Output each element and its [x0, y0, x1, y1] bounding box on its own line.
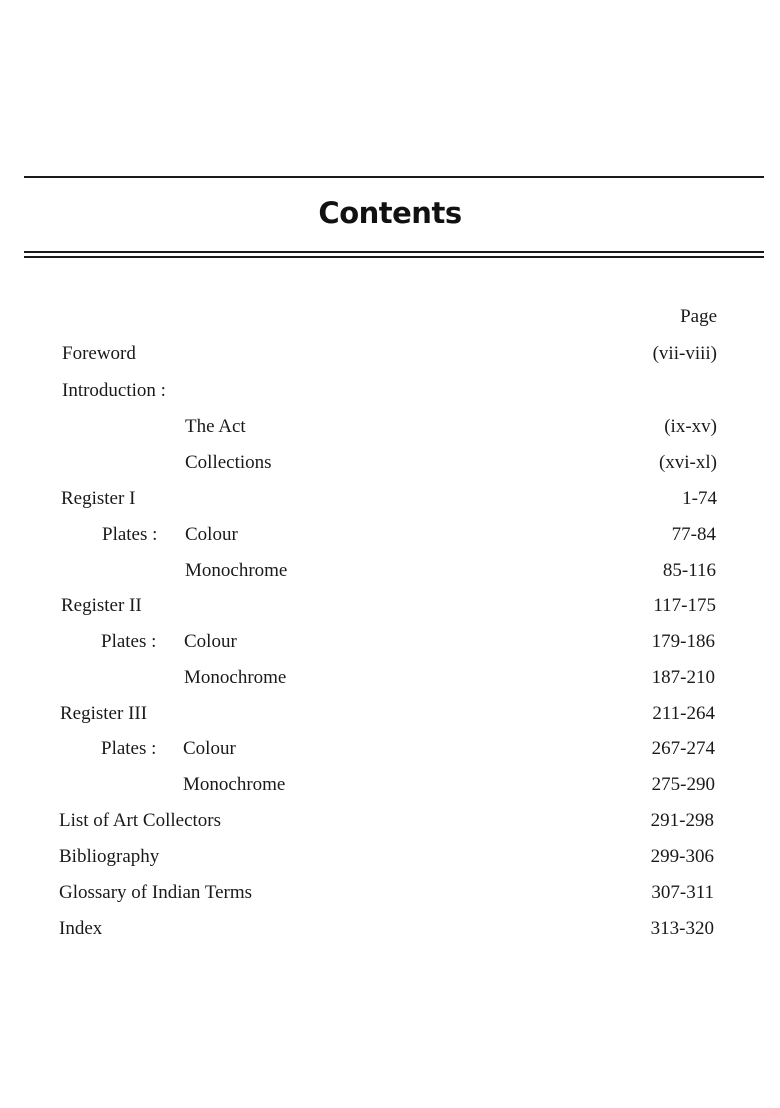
- toc-entry-monochrome-3[interactable]: Monochrome: [183, 774, 286, 795]
- toc-entry-collections[interactable]: Collections: [185, 452, 272, 473]
- toc-page-colour-1: 77-84: [671, 524, 716, 545]
- toc-entry-the-act[interactable]: The Act: [185, 416, 246, 437]
- toc-entry-colour-1[interactable]: Colour: [185, 524, 238, 545]
- toc-entry-monochrome-1[interactable]: Monochrome: [185, 560, 288, 581]
- toc-page-monochrome-3: 275-290: [651, 774, 715, 795]
- toc-entry-glossary[interactable]: Glossary of Indian Terms: [59, 882, 253, 903]
- toc-page-colour-2: 179-186: [651, 631, 715, 652]
- toc-page-register-3: 211-264: [652, 703, 715, 724]
- toc-page-bibliography: 299-306: [650, 846, 714, 867]
- title-double-rule-lower: [24, 256, 764, 258]
- toc-page-colour-3: 267-274: [651, 738, 715, 759]
- toc-entry-list-of-art-collectors[interactable]: List of Art Collectors: [59, 810, 222, 831]
- toc-entry-bibliography[interactable]: Bibliography: [59, 846, 160, 867]
- toc-page-register-2: 117-175: [653, 595, 716, 616]
- toc-page-collections: (xvi-xl): [658, 452, 717, 473]
- toc-page-index: 313-320: [650, 918, 714, 939]
- toc-entry-monochrome-2[interactable]: Monochrome: [184, 667, 287, 688]
- toc-entry-register-2[interactable]: Register II: [61, 595, 142, 616]
- page-column-label: Page: [680, 306, 717, 327]
- toc-plates-prefix-3: Plates :: [101, 738, 157, 759]
- toc-entry-colour-2[interactable]: Colour: [184, 631, 237, 652]
- toc-page-register-1: 1-74: [682, 488, 717, 509]
- toc-entry-foreword[interactable]: Foreword: [62, 343, 136, 364]
- page-title: Contents: [318, 196, 462, 230]
- toc-page-list-of-art-collectors: 291-298: [650, 810, 714, 831]
- toc-page-glossary: 307-311: [651, 882, 714, 903]
- toc-page-monochrome-2: 187-210: [651, 667, 715, 688]
- toc-entry-colour-3[interactable]: Colour: [183, 738, 236, 759]
- toc-page-the-act: (ix-xv): [664, 416, 717, 437]
- title-double-rule-upper: [24, 251, 764, 253]
- toc-entry-index[interactable]: Index: [59, 918, 103, 939]
- toc-page-monochrome-1: 85-116: [662, 560, 716, 581]
- toc-plates-prefix-1: Plates :: [102, 524, 158, 545]
- toc-entry-register-1[interactable]: Register I: [61, 488, 136, 509]
- toc-entry-introduction[interactable]: Introduction :: [62, 380, 166, 401]
- toc-page-foreword: (vii-viii): [652, 343, 717, 364]
- top-rule: [24, 176, 764, 178]
- toc-plates-prefix-2: Plates :: [101, 631, 157, 652]
- toc-entry-register-3[interactable]: Register III: [60, 703, 148, 724]
